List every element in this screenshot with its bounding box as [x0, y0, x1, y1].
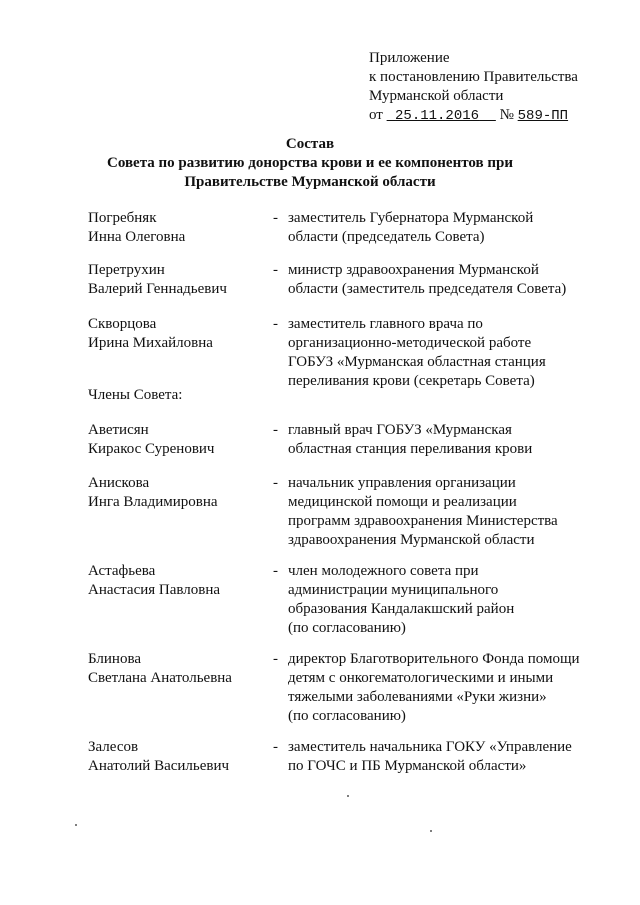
member-name [88, 562, 268, 600]
appendix-region: Мурманской области [369, 88, 504, 104]
separator-dash: - [273, 651, 278, 667]
member-role [288, 650, 608, 726]
member-name [88, 315, 268, 353]
member-given-names: Ирина Михайловна [88, 335, 213, 351]
member-name [88, 474, 268, 512]
member-given-names: Светлана Анатольевна [88, 670, 232, 686]
separator-dash: - [273, 475, 278, 491]
member-role [288, 421, 608, 459]
role-line: заместитель начальника ГОКУ «Управление [288, 739, 572, 755]
member-surname: Скворцова [88, 316, 157, 332]
member-given-names: Анатолий Васильевич [88, 758, 230, 774]
separator-dash: - [273, 210, 278, 226]
role-line: переливания крови (секретарь Совета) [288, 373, 535, 389]
role-line: детям с онкогематологическими и иными [288, 670, 554, 686]
appendix-title: Приложение [369, 50, 450, 66]
member-role [288, 261, 608, 299]
scan-speck [430, 830, 432, 832]
member-name [88, 738, 268, 776]
members-label: Члены Совета: [88, 387, 183, 403]
separator-dash: - [273, 422, 278, 438]
role-line: областная станция переливания крови [288, 441, 533, 457]
separator-dash: - [273, 262, 278, 278]
member-surname: Блинова [88, 651, 141, 667]
heading-subtitle-1: Совета по развитию донорства крови и ее компонентов при [107, 155, 513, 171]
member-surname: Погребняк [88, 210, 157, 226]
role-line: начальник управления организации [288, 475, 516, 491]
member-given-names: Инна Олеговна [88, 229, 186, 245]
role-line: директор Благотворительного Фонда помощи [288, 651, 580, 667]
member-given-names: Анастасия Павловна [88, 582, 221, 598]
number-value: 589-ПП [517, 108, 569, 124]
number-prefix: № [499, 107, 514, 123]
member-surname: Астафьева [88, 563, 156, 579]
member-surname: Аветисян [88, 422, 149, 438]
role-line: ГОБУЗ «Мурманская областная станция [288, 354, 546, 370]
member-given-names: Валерий Геннадьевич [88, 281, 227, 297]
document-heading [40, 135, 580, 192]
date-value: 25.11.2016 [395, 108, 480, 124]
role-line: образования Кандалакшский район [288, 601, 515, 617]
member-name [88, 650, 268, 688]
member-surname: Анискова [88, 475, 150, 491]
member-surname: Залесов [88, 739, 139, 755]
member-role [288, 209, 608, 247]
scan-speck [75, 824, 77, 826]
member-given-names: Киракос Суренович [88, 441, 215, 457]
appendix-block [369, 49, 634, 126]
role-line: администрации муниципального [288, 582, 499, 598]
separator-dash: - [273, 563, 278, 579]
scan-speck [347, 795, 349, 797]
role-line: здравоохранения Мурманской области [288, 532, 535, 548]
role-line: главный врач ГОБУЗ «Мурманская [288, 422, 512, 438]
role-line: (по согласованию) [288, 708, 406, 724]
member-name [88, 209, 268, 247]
member-name [88, 261, 268, 299]
role-line: тяжелыми заболеваниями «Руки жизни» [288, 689, 547, 705]
appendix-date-line [369, 106, 634, 126]
member-role [288, 474, 608, 550]
role-line: медицинской помощи и реализации [288, 494, 517, 510]
role-line: заместитель главного врача по [288, 316, 483, 332]
role-line: программ здравоохранения Министерства [288, 513, 558, 529]
heading-title: Состав [285, 136, 335, 152]
appendix-reference: к постановлению Правительства [369, 69, 578, 85]
role-line: (по согласованию) [288, 620, 406, 636]
member-role [288, 315, 608, 391]
separator-dash: - [273, 739, 278, 755]
member-role [288, 738, 608, 776]
heading-subtitle-2: Правительстве Мурманской области [184, 174, 436, 190]
date-prefix: от [369, 107, 383, 123]
role-line: заместитель Губернатора Мурманской [288, 210, 534, 226]
member-surname: Перетрухин [88, 262, 165, 278]
member-name [88, 421, 268, 459]
member-given-names: Инга Владимировна [88, 494, 218, 510]
role-line: организационно-методической работе [288, 335, 532, 351]
role-line: по ГОЧС и ПБ Мурманской области» [288, 758, 527, 774]
role-line: член молодежного совета при [288, 563, 479, 579]
separator-dash: - [273, 316, 278, 332]
role-line: области (председатель Совета) [288, 229, 485, 245]
member-role [288, 562, 608, 638]
role-line: министр здравоохранения Мурманской [288, 262, 539, 278]
role-line: области (заместитель председателя Совета) [288, 281, 567, 297]
